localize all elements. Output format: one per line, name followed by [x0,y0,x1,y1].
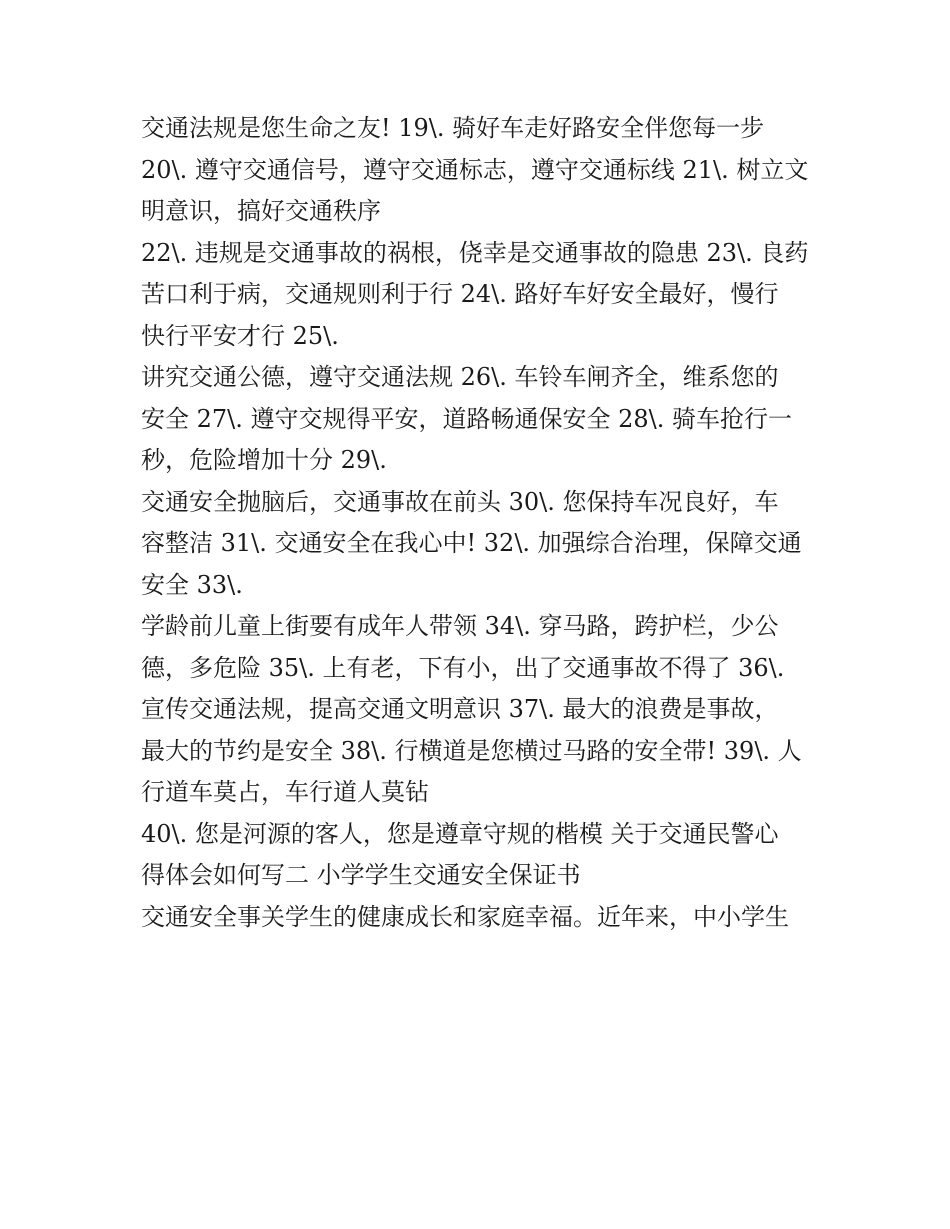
text-line: 德，多危险 35\. 上有老，下有小，出了交通事故不得了 36\. [141,653,785,682]
text-line: 讲究交通公德，遵守交通法规 26\. 车铃车闸齐全，维系您的 [141,363,779,391]
text-line: 交通安全事关学生的健康成长和家庭幸福。近年来，中小学生 [141,902,789,931]
text-line: 容整洁 31\. 交通安全在我心中! 32\. 加强综合治理，保障交通 [141,529,802,557]
text-line: 学龄前儿童上街要有成年人带领 34\. 穿马路，跨护栏，少公 [141,612,779,640]
text-line: 得体会如何写二 小学学生交通安全保证书 [141,861,581,889]
text-line: 40\. 您是河源的客人，您是遵章守规的楷模 关于交通民警心 [141,819,779,848]
text-line: 交通法规是您生命之友! 19\. 骑好车走好路安全伴您每一步 [141,114,765,142]
text-line: 秒，危险增加十分 29\. [141,446,387,474]
text-line: 苦口利于病，交通规则利于行 24\. 路好车好安全最好，慢行 [141,280,779,308]
text-line: 安全 27\. 遵守交规得平安，道路畅通保安全 28\. 骑车抢行一 [141,404,793,433]
text-line: 交通安全抛脑后，交通事故在前头 30\. 您保持车况良好，车 [141,487,779,516]
text-line: 宣传交通法规，提高交通文明意识 37\. 最大的浪费是事故， [141,695,779,723]
text-line: 明意识，搞好交通秩序 [141,197,381,225]
text-line: 22\. 违规是交通事故的祸根，侥幸是交通事故的隐患 23\. 良药 [141,238,809,267]
text-line: 安全 33\. [141,570,243,599]
text-line: 最大的节约是安全 38\. 行横道是您横过马路的安全带! 39\. 人 [141,736,802,765]
text-line: 20\. 遵守交通信号，遵守交通标志，遵守交通标线 21\. 树立文 [141,155,809,184]
document-body [141,108,821,938]
text-line: 行道车莫占，车行道人莫钻 [141,778,429,806]
text-line: 快行平安才行 25\. [141,321,339,350]
